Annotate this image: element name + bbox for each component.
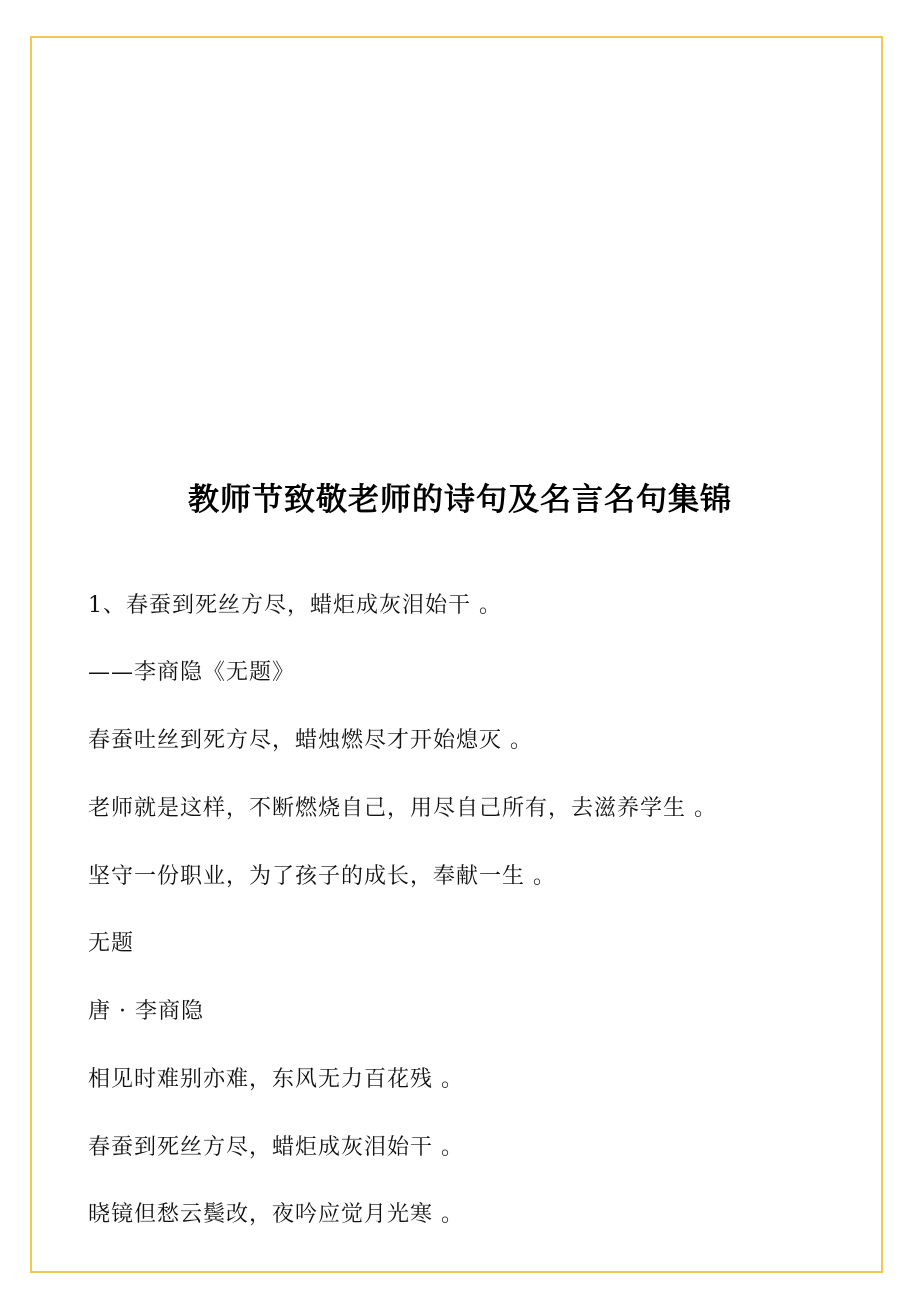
text-line: 相见时难别亦难，东风无力百花残 。	[88, 1067, 464, 1092]
text-line: 晓镜但愁云鬓改，夜吟应觉月光寒 。	[88, 1202, 464, 1227]
text-line: 无题	[88, 931, 135, 956]
text-line: 春蚕到死丝方尽，蜡炬成灰泪始干 。	[88, 1135, 464, 1160]
text-line: 坚守一份职业，为了孩子的成长，奉献一生 。	[88, 864, 556, 889]
document-title: 教师节致敬老师的诗句及名言名句集锦	[188, 482, 732, 518]
text-line: ——李商隐《无题》	[88, 660, 296, 685]
text-line: 春蚕吐丝到死方尽，蜡烛燃尽才开始熄灭 。	[88, 728, 533, 753]
text-line: 唐 · 李商隐	[88, 999, 204, 1024]
text-line: 老师就是这样，不断燃烧自己，用尽自己所有，去滋养学生 。	[88, 796, 717, 821]
text-line: 1、春蚕到死丝方尽，蜡炬成灰泪始干 。	[88, 593, 502, 618]
